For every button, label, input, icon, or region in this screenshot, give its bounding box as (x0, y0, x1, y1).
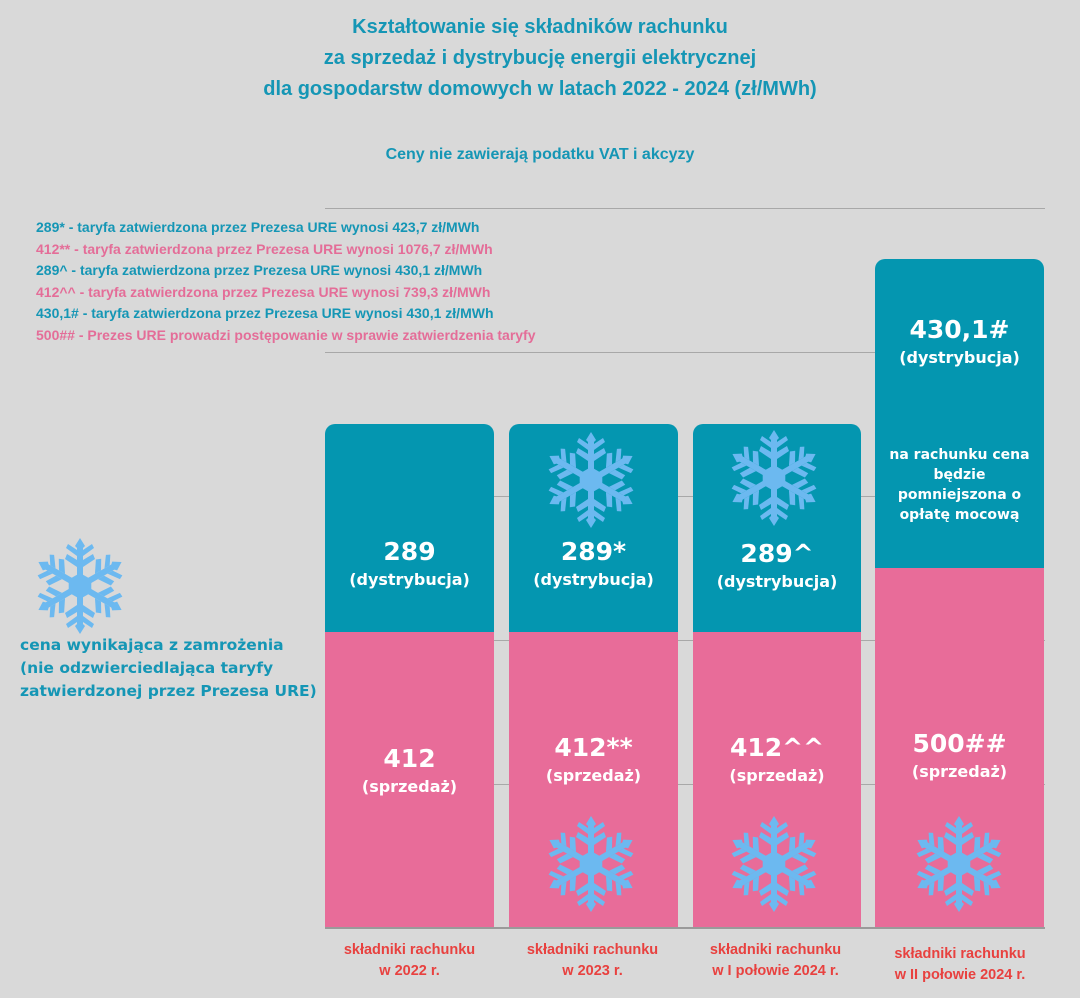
sales-value: 412^^ (729, 733, 825, 762)
capacity-fee-note: na rachunku cena będzie pomniejszona o opłatę mocową (889, 447, 1030, 523)
category-label-2023: składniki rachunku w 2023 r. (526, 942, 659, 979)
snowflake-icon (724, 814, 824, 914)
footnotes (36, 217, 536, 346)
category-label-2024-h1: składniki rachunku w I połowie 2024 r. (709, 942, 842, 979)
bar-2024-h1 (693, 424, 861, 928)
title-line-1: Kształtowanie się składników rachunku (352, 16, 728, 38)
sales-value: 412 (383, 744, 436, 773)
sales-value: 412** (554, 733, 633, 762)
distribution-value: 289* (560, 537, 627, 566)
distribution-value: 430,1# (909, 315, 1010, 344)
distribution-label: (dystrybucja) (899, 348, 1020, 367)
bar-segment-distribution (325, 424, 494, 632)
snowflake-icon (541, 430, 641, 530)
distribution-value: 289^ (740, 539, 814, 568)
distribution-label: (dystrybucja) (533, 570, 654, 589)
gridline (325, 352, 875, 353)
bar-segment-distribution (875, 259, 1044, 568)
footnote: 289^ - taryfa zatwierdzona przez Prezesa URE wynosi 430,1 zł/MWh (36, 262, 483, 278)
category-label-2024-h2: składniki rachunku w II połowie 2024 r. (894, 946, 1026, 983)
gridline (325, 208, 1045, 209)
bar-2024-h2 (875, 259, 1044, 928)
footnote: 500## - Prezes URE prowadzi postępowanie w sprawie zatwierdzenia taryfy (36, 326, 536, 343)
sales-label: (sprzedaż) (911, 762, 1008, 781)
title-line-3: dla gospodarstw domowych w latach 2022 - 2024 (zł/MWh) (263, 78, 817, 100)
snowflake-icon (541, 814, 641, 914)
footnote: 289* - taryfa zatwierdzona przez Prezesa URE wynosi 423,7 zł/MWh (36, 219, 480, 235)
bar-2022 (325, 424, 494, 928)
sales-label: (sprzedaż) (729, 766, 825, 785)
x-axis-line (325, 927, 1045, 929)
footnote: 412** - taryfa zatwierdzona przez Prezesa URE wynosi 1076,7 zł/MWh (36, 240, 493, 257)
sales-label: (sprzedaż) (545, 766, 642, 785)
sales-value: 500## (912, 729, 1007, 758)
bar-segment-sales (325, 632, 494, 928)
category-label-2022: składniki rachunku w 2022 r. (343, 942, 476, 979)
bar-segment-sales (693, 632, 861, 928)
legend-frozen-price: cena wynikająca z zamrożenia (nie odzwierciedlająca taryfy zatwierdzonej przez Prezesa URE) (20, 636, 317, 700)
footnote: 412^^ - taryfa zatwierdzona przez Prezesa URE wynosi 739,3 zł/MWh (36, 283, 491, 300)
footnote: 430,1# - taryfa zatwierdzona przez Prezesa URE wynosi 430,1 zł/MWh (36, 305, 494, 321)
title-line-2: za sprzedaż i dystrybucję energii elektrycznej (323, 47, 757, 69)
distribution-label: (dystrybucja) (349, 570, 470, 589)
snowflake-icon (909, 814, 1009, 914)
bar-segment-sales (509, 632, 678, 928)
bar-segment-sales (875, 568, 1044, 928)
distribution-label: (dystrybucja) (716, 572, 838, 591)
chart-title (0, 12, 1080, 105)
snowflake-icon (724, 428, 824, 528)
sales-label: (sprzedaż) (361, 777, 458, 796)
bar-segment-distribution (693, 424, 861, 632)
snowflake-icon (30, 536, 130, 636)
bar-2023 (509, 424, 678, 928)
distribution-value: 289 (383, 537, 436, 566)
bar-segment-distribution (509, 424, 678, 632)
chart-subtitle: Ceny nie zawierają podatku VAT i akcyzy (385, 146, 695, 163)
